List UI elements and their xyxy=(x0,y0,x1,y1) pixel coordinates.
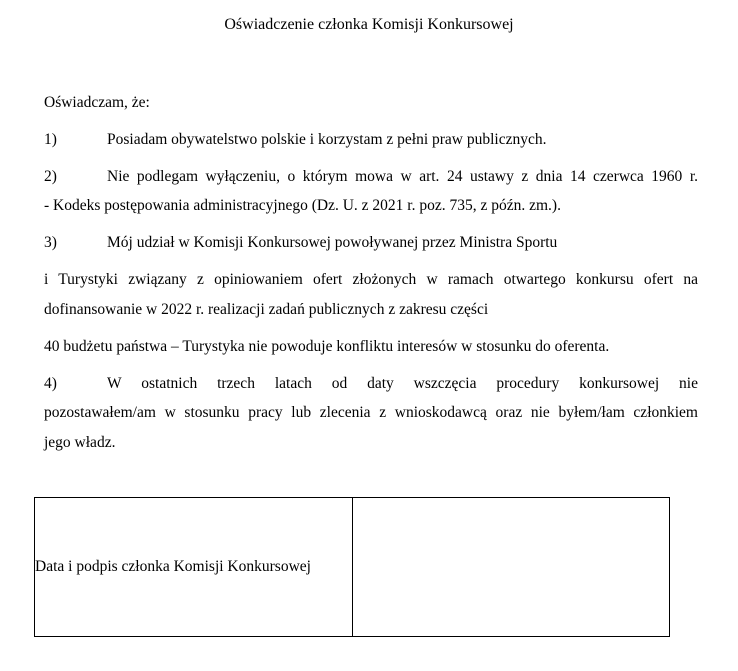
item-4-line-2: pozostawałem/am w stosunku pracy lub zlecenia z wnioskodawcą oraz nie byłem/łam członkiem xyxy=(44,404,698,421)
document-title: Oświadczenie członka Komisji Konkursowej xyxy=(224,16,514,33)
item-1-number: 1) xyxy=(44,131,57,148)
intro-text: Oświadczam, że: xyxy=(44,94,150,111)
item-3-line-3: dofinansowanie w 2022 r. realizacji zadań publicznych z zakresu części xyxy=(44,301,489,318)
item-2-number: 2) xyxy=(44,168,57,185)
item-3-line-4: 40 budżetu państwa – Turystyka nie powoduje konfliktu interesów w stosunku do oferenta. xyxy=(44,338,610,355)
item-4-number: 4) xyxy=(44,375,57,392)
item-4-first-line: W ostatnich trzech latach od daty wszczęcia procedury konkursowej nie xyxy=(107,375,698,392)
item-3-first-line: Mój udział w Komisji Konkursowej powoływanej przez Ministra Sportu xyxy=(107,234,558,251)
signature-label: Data i podpis członka Komisji Konkursowej xyxy=(35,498,353,637)
item-3-line-2: i Turystyki związany z opiniowaniem ofert złożonych w ramach otwartego konkursu ofert na xyxy=(44,271,698,288)
item-3-number: 3) xyxy=(44,234,57,251)
item-2-first-line: Nie podlegam wyłączeniu, o którym mowa w art. 24 ustawy z dnia 14 czerwca 1960 r. xyxy=(107,168,698,185)
item-1-text: Posiadam obywatelstwo polskie i korzystam z pełni praw publicznych. xyxy=(107,131,547,148)
signature-field[interactable] xyxy=(353,498,670,637)
item-4-line-3: jego władz. xyxy=(44,434,116,451)
signature-table xyxy=(34,497,670,637)
item-2-line-2: - Kodeks postępowania administracyjnego (Dz. U. z 2021 r. poz. 735, z późn. zm.). xyxy=(44,197,561,214)
